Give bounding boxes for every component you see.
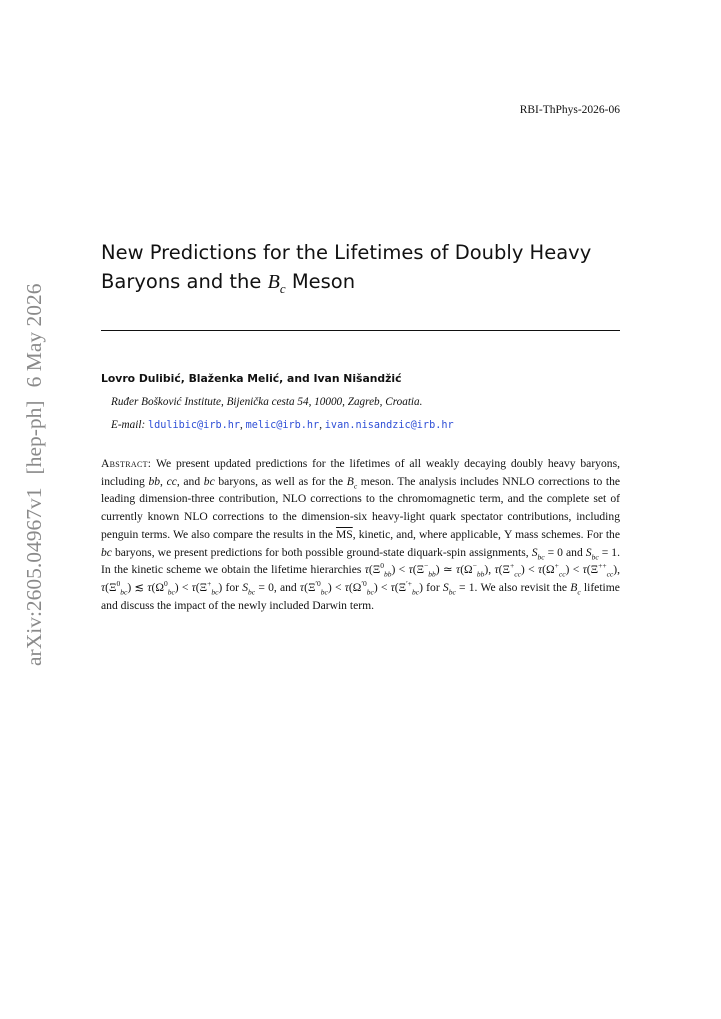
arxiv-stamp <box>20 283 50 666</box>
msbar-symbol: $\overline{MS}$ <box>335 527 353 541</box>
abstract-heading: Abstract: <box>101 457 152 470</box>
title-text: New Predictions for the Lifetimes of Doubly Heavy Baryons and the <box>101 241 592 293</box>
abstract: Abstract: We present updated predictions for the lifetimes of all weakly decaying doubly heavy baryons, including bb, cc, and bc baryons, as well as for the $B_c$ meson. The analysis includes NNLO corrections to the leading dimension-three contribution, NLO corrections to the chromomagnetic term, and the complete set of currently known NLO corrections to the dimension-six heavy-light quark spectator contributions, including penguin terms. We also compare the results in the $\overline{MS}$, kinetic, and, where applicable, Υ mass schemes. For the bc baryons, we present predictions for both possible ground-state diquark-spin assignments, $S_{bc} = 0$ and $S_{bc} = 1$. In the kinetic scheme we obtain the lifetime hierarchies $\tau(\Xi^0_{bb}) < \tau(\Xi^-_{bb})$ ≃ $\tau(\Omega^-_{bb})$, $\tau(\Xi^+_{cc}) < \tau(\Omega^+_{cc}) < \tau(\Xi^{++}_{cc})$, $\tau(\Xi^0_{bc})$ ≲ $\tau(\Omega^0_{bc}) < \tau(\Xi^+_{bc})$ for $S_{bc} = 0$, and $\tau(\Xi^{'0}_{bc}) < \tau(\Omega^{'0}_{bc}) < \tau(\Xi^{'+}_{bc})$ for $S_{bc} = 1$. We also revisit the $B_c$ lifetime and discuss the impact of the newly included Darwin term. <box>101 457 621 612</box>
author-list: Lovro Dulibić, Blaženka Melić, and Ivan Nišandžić <box>101 372 402 385</box>
title-math-bc: $B_c$ <box>267 271 286 296</box>
report-number: RBI-ThPhys-2026-06 <box>519 104 620 116</box>
email-label: E-mail: <box>111 419 146 431</box>
upsilon-symbol: Υ <box>504 527 512 541</box>
email-link[interactable]: ldulibic@irb.hr <box>147 420 240 431</box>
arxiv-date: 6 May 2026 <box>22 283 46 388</box>
paper-title <box>101 238 626 303</box>
title-text-end: Meson <box>291 270 356 293</box>
hierarchy-sbc0: $\tau(\Xi^0_{bb}) < \tau(\Xi^-_{bb})$ ≃ $\tau(\Omega^-_{bb})$, $\tau(\Xi^+_{cc}) < \tau(\Omega^+_{cc}) < \tau(\Xi^{++}_{cc})$, $\tau(\Xi^0_{bc})$ ≲ $\tau(\Omega^0_{bc}) < \tau(\Xi^+_{bc})$ <box>101 561 620 597</box>
arxiv-category: [hep-ph] <box>22 400 46 475</box>
title-rule <box>101 330 620 331</box>
hierarchy-sbc1: $\tau(\Xi^{'0}_{bc}) < \tau(\Omega^{'0}_{bc}) < \tau(\Xi^{'+}_{bc})$ <box>299 579 423 597</box>
affiliation: Ruđer Bošković Institute, Bijenička cesta 54, 10000, Zagreb, Croatia. <box>111 396 423 408</box>
email-line: E-mail: ldulibic@irb.hr, melic@irb.hr, ivan.nisandzic@irb.hr <box>111 419 454 431</box>
email-link[interactable]: melic@irb.hr <box>245 420 320 431</box>
email-link[interactable]: ivan.nisandzic@irb.hr <box>324 420 454 431</box>
arxiv-id: arXiv:2605.04967v1 <box>22 487 46 666</box>
